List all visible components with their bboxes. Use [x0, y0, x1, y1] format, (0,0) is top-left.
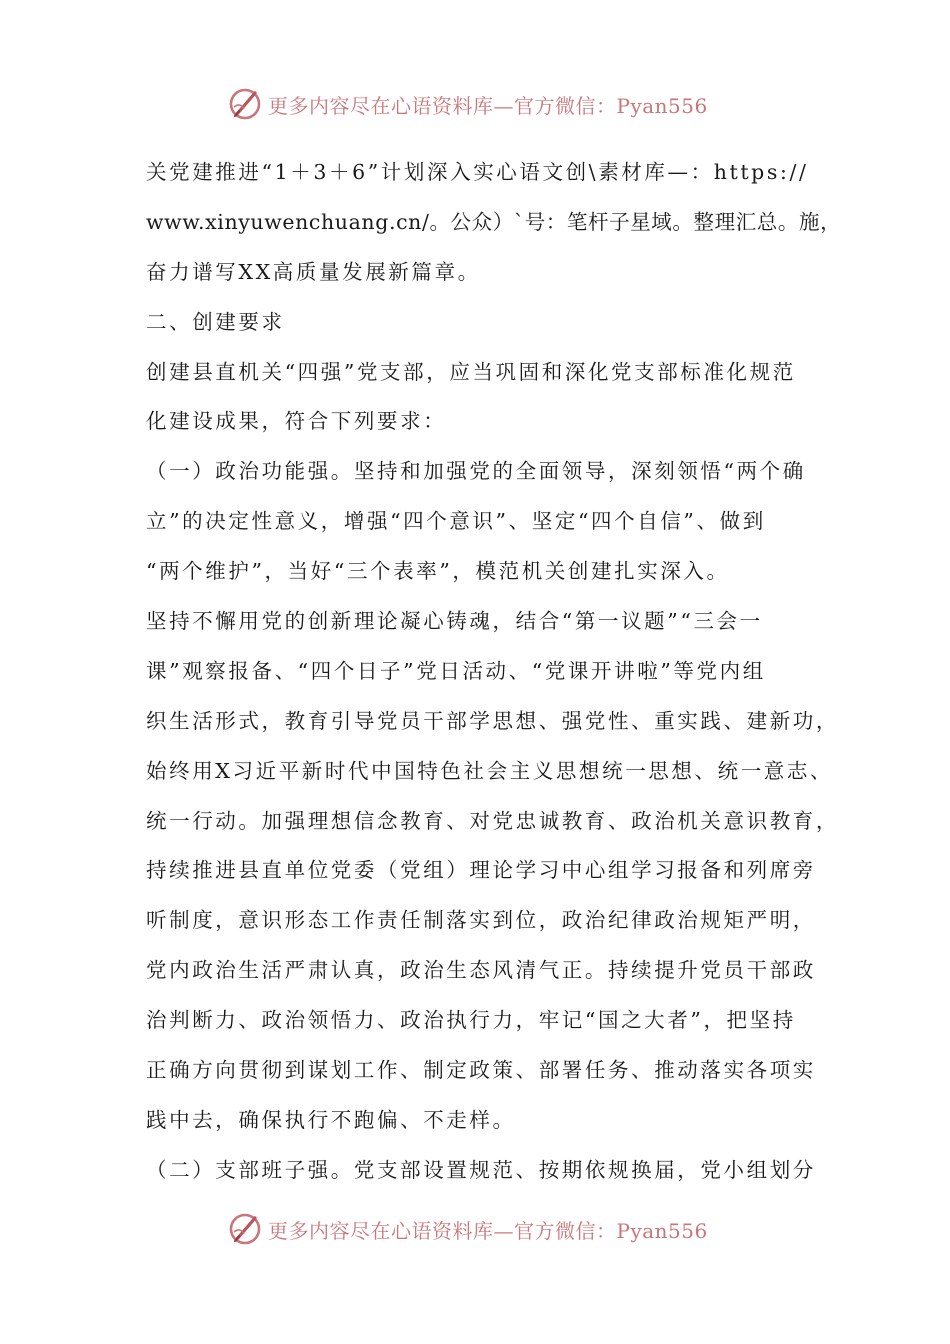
text-line: 立”的决定性意义，增强“四个意识”、坚定“四个自信”、做到 — [146, 509, 766, 534]
text-line: 创建县直机关“四强”党支部，应当巩固和深化党支部标准化规范 — [146, 359, 796, 384]
text-line: 践中去，确保执行不跑偏、不走样。 — [146, 1107, 516, 1132]
text-line: 关党建推进“1＋3＋6”计划深入实心语文创\素材库—：https:// — [146, 160, 809, 184]
text-line: 统一行动。加强理想信念教育、对党忠诚教育、政治机关意识教育， — [146, 808, 839, 833]
text-line: 坚持不懈用党的创新理论凝心铸魂，结合“第一议题”“三会一 — [146, 609, 763, 634]
text-line: 持续推进县直单位党委（党组）理论学习中心组学习报备和列席旁 — [146, 858, 816, 883]
footer-banner-text: 更多内容尽在心语资料库—官方微信：Pyan556 — [268, 1218, 708, 1243]
text-line: 化建设成果，符合下列要求： — [146, 409, 447, 434]
section-heading: 二、创建要求 — [146, 309, 285, 334]
text-line: 治判断力、政治领悟力、政治执行力，牢记“国之大者”，把坚持 — [146, 1008, 796, 1033]
text-line: 正确方向贯彻到谋划工作、制定政策、部署任务、推动落实各项实 — [146, 1058, 816, 1083]
footer-banner — [228, 1209, 708, 1249]
text-line: 始终用X习近平新时代中国特色社会主义思想统一思想、统一意志、 — [146, 758, 834, 783]
text-line: （一）政治功能强。坚持和加强党的全面领导，深刻领悟“两个确 — [146, 459, 806, 484]
text-line: www.xinyuwenchuang.cn/。公众）`号：笔杆子星域。整理汇总。施， — [146, 209, 842, 234]
text-line: 课”观察报备、“四个日子”党日活动、“党课开讲啦”等党内组 — [146, 658, 766, 683]
header-banner — [228, 84, 708, 124]
header-banner-text: 更多内容尽在心语资料库—官方微信：Pyan556 — [268, 93, 708, 118]
pen-circle-logo-icon — [228, 87, 262, 121]
text-line: 织生活形式，教育引导党员干部学思想、强党性、重实践、建新功， — [146, 708, 839, 733]
text-line: （二）支部班子强。党支部设置规范、按期依规换届，党小组划分 — [146, 1157, 816, 1182]
pen-circle-logo-icon — [228, 1212, 262, 1246]
text-line: 党内政治生活严肃认真，政治生态风清气正。持续提升党员干部政 — [146, 958, 816, 983]
text-line: 奋力谱写XX高质量发展新篇章。 — [146, 259, 481, 284]
text-line: 听制度，意识形态工作责任制落实到位，政治纪律政治规矩严明， — [146, 908, 816, 933]
body-text — [146, 148, 842, 1196]
text-line: “两个维护”，当好“三个表率”，模范机关创建扎实深入。 — [146, 559, 730, 584]
